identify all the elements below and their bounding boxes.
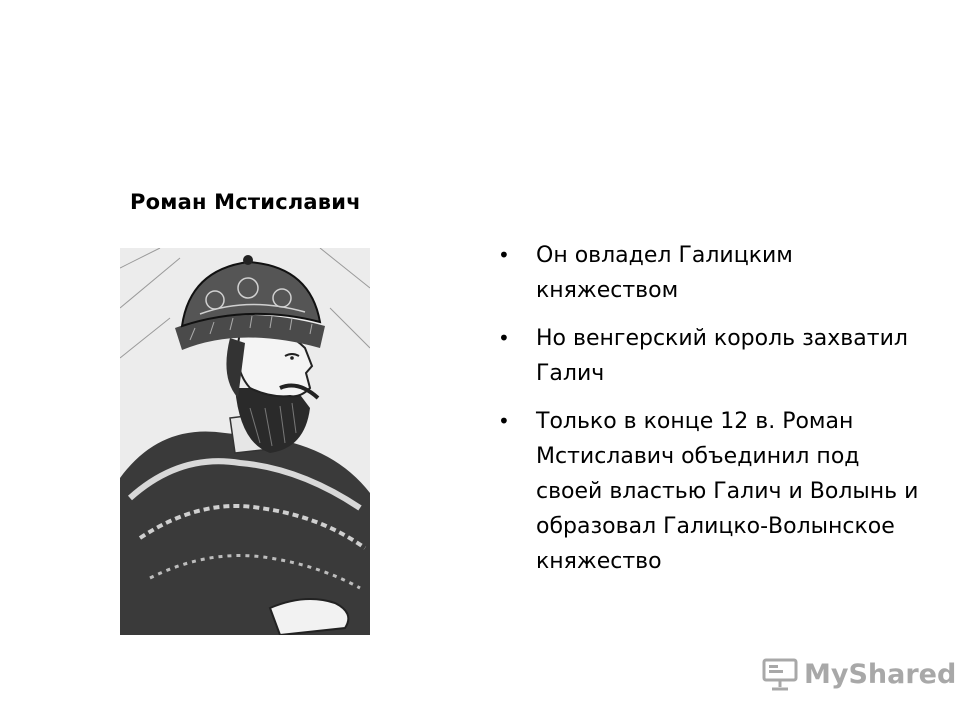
myshared-watermark (762, 654, 956, 694)
bullet-text: Но венгерский король захватил Галич (536, 326, 908, 386)
bullet-dot-icon: • (498, 243, 510, 267)
bullet-item (497, 321, 927, 391)
presentation-board-icon (762, 657, 798, 691)
portrait-image (120, 248, 370, 635)
bullet-item (497, 238, 927, 308)
bullet-text: Он овладел Галицким княжеством (536, 243, 793, 303)
portrait-title: Роман Мстиславич (130, 190, 361, 214)
bullet-list (497, 238, 927, 592)
bullet-dot-icon: • (498, 326, 510, 350)
watermark-text: MyShared (804, 658, 957, 690)
bullet-text: Только в конце 12 в. Роман Мстиславич объединил под своей властью Галич и Волынь и образовал Галицко-Волынское княжество (536, 409, 919, 574)
bullet-dot-icon: • (498, 409, 510, 433)
bullet-item (497, 404, 927, 579)
prince-portrait-icon (120, 248, 370, 635)
